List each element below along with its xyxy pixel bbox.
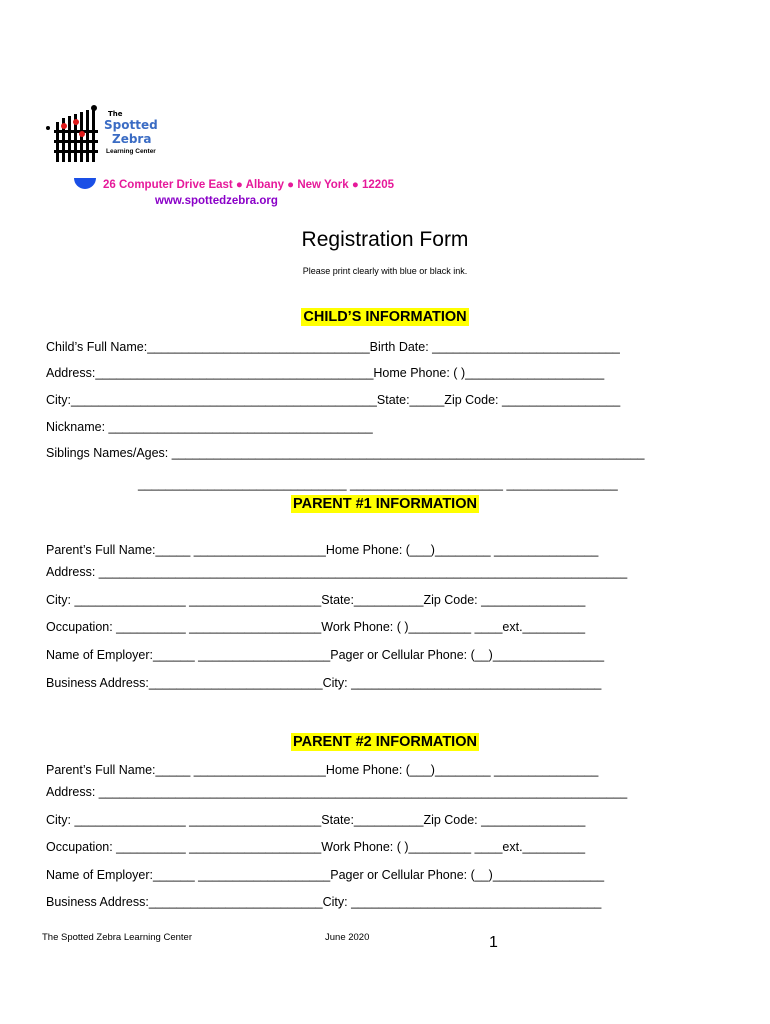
parent1-occupation-line[interactable]: Occupation: __________ ___________________Work Phone: ( )_________ ____ext._________	[46, 620, 586, 634]
parent1-heading-text: PARENT #1 INFORMATION	[293, 496, 477, 512]
child-siblings-line[interactable]: Siblings Names/Ages: ____________________________________________________________________	[46, 446, 645, 460]
child-section-heading	[0, 309, 770, 325]
logo-the: The	[108, 110, 123, 118]
child-full-name-line[interactable]: Child’s Full Name:________________________________Birth Date: ___________________________	[46, 340, 620, 354]
parent1-city-line[interactable]: City: ________________ ___________________State:__________Zip Code: _______________	[46, 593, 586, 607]
parent2-business-address-line[interactable]: Business Address:_________________________City: ____________________________________	[46, 895, 602, 909]
page-number: 1	[489, 934, 498, 951]
parent1-full-name-line[interactable]: Parent’s Full Name:_____ ___________________Home Phone: (___)________ _______________	[46, 543, 599, 557]
parent1-employer-line[interactable]: Name of Employer:______ ___________________Pager or Cellular Phone: (__)________________	[46, 648, 605, 662]
logo-zebra: Zebra	[112, 132, 152, 146]
parent2-city-line[interactable]: City: ________________ ___________________State:__________Zip Code: _______________	[46, 813, 586, 827]
footer-date: June 2020	[325, 932, 370, 943]
parent2-heading-text: PARENT #2 INFORMATION	[293, 734, 477, 750]
logo	[42, 100, 162, 168]
parent2-section-heading	[0, 734, 770, 750]
child-siblings-line-2[interactable]: ______________________________ ______________________ ________________	[138, 477, 618, 491]
logo-spotted: Spotted	[104, 118, 158, 132]
child-heading-text: CHILD’S INFORMATION	[303, 309, 467, 325]
child-address-line[interactable]: Address:________________________________________Home Phone: ( )____________________	[46, 366, 605, 380]
child-nickname-line[interactable]: Nickname: ______________________________________	[46, 420, 373, 434]
parent1-address-line[interactable]: Address: ____________________________________________________________________________	[46, 565, 628, 579]
parent1-section-heading	[0, 496, 770, 512]
parent2-full-name-line[interactable]: Parent’s Full Name:_____ ___________________Home Phone: (___)________ _______________	[46, 763, 599, 777]
footer-organization: The Spotted Zebra Learning Center	[42, 932, 192, 943]
parent2-employer-line[interactable]: Name of Employer:______ ___________________Pager or Cellular Phone: (__)________________	[46, 868, 605, 882]
header-website[interactable]: www.spottedzebra.org	[155, 195, 278, 207]
zebra-logo-icon	[42, 100, 102, 168]
header-blue-shape	[74, 178, 96, 189]
parent2-address-line[interactable]: Address: ____________________________________________________________________________	[46, 785, 628, 799]
logo-learning-center: Learning Center	[106, 148, 156, 155]
page-title: Registration Form	[301, 228, 469, 251]
page-subtitle: Please print clearly with blue or black ink.	[302, 266, 468, 276]
child-city-line[interactable]: City:____________________________________________State:_____Zip Code: _________________	[46, 393, 621, 407]
parent1-business-address-line[interactable]: Business Address:_________________________City: ____________________________________	[46, 676, 602, 690]
parent2-occupation-line[interactable]: Occupation: __________ ___________________Work Phone: ( )_________ ____ext._________	[46, 840, 586, 854]
header-address: 26 Computer Drive East ● Albany ● New York ● 12205	[103, 179, 394, 191]
